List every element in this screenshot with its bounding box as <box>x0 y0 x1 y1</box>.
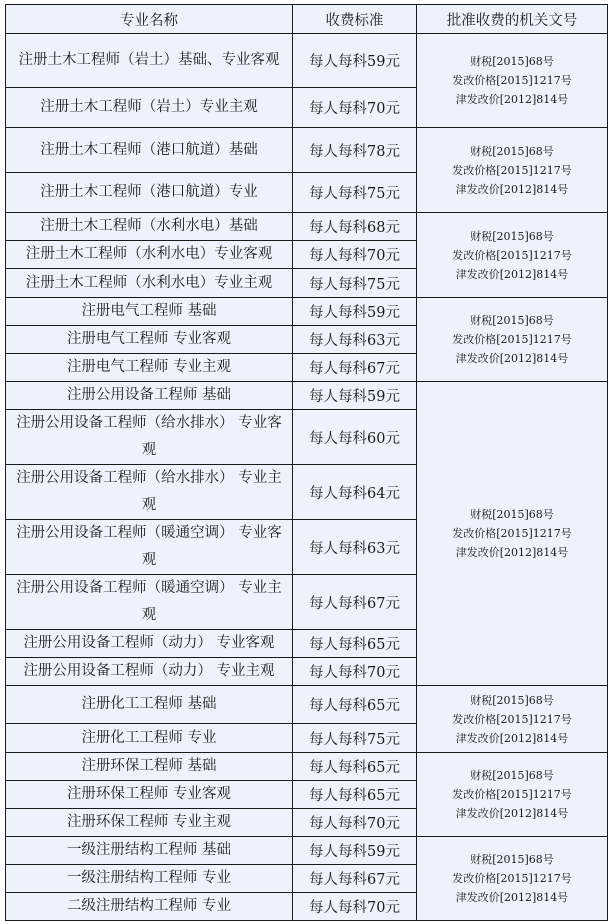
document-number: 财税[2015]68号 <box>470 769 554 782</box>
fee-cell: 每人每科70元 <box>293 241 417 269</box>
table-row <box>6 34 608 88</box>
specialty-name-cell: 注册公用设备工程师（动力） 专业客观 <box>6 630 293 658</box>
specialty-name-cell: 注册化工工程师 基础 <box>6 686 293 724</box>
fee-cell: 每人每科60元 <box>293 410 417 465</box>
approval-document-cell <box>417 34 608 128</box>
fee-cell: 每人每科67元 <box>293 865 417 893</box>
document-number: 发改价格[2015]1217号 <box>452 333 572 346</box>
specialty-name-cell: 注册土木工程师（水利水电）基础 <box>6 213 293 241</box>
fee-cell: 每人每科59元 <box>293 382 417 410</box>
specialty-name-cell: 注册土木工程师（水利水电）专业客观 <box>6 241 293 269</box>
table-row <box>6 686 608 724</box>
specialty-name-cell: 注册公用设备工程师（暖通空调） 专业客观 <box>6 520 293 575</box>
table-row <box>6 753 608 781</box>
document-number: 发改价格[2015]1217号 <box>452 712 572 726</box>
approval-document-cell <box>417 753 608 837</box>
document-number: 发改价格[2015]1217号 <box>452 74 572 87</box>
document-number: 财税[2015]68号 <box>470 229 554 243</box>
table-row <box>6 213 608 241</box>
document-number: 财税[2015]68号 <box>470 853 554 866</box>
document-number: 津发改价[2012]814号 <box>455 182 569 196</box>
specialty-name-cell: 注册环保工程师 专业主观 <box>6 809 293 837</box>
specialty-name-cell: 注册土木工程师（港口航道）专业 <box>6 173 293 213</box>
document-number: 财税[2015]68号 <box>470 55 554 68</box>
fee-cell: 每人每科75元 <box>293 269 417 298</box>
specialty-name-cell: 注册公用设备工程师 基础 <box>6 382 293 410</box>
specialty-name-cell: 注册土木工程师（岩土）专业主观 <box>6 88 293 128</box>
fee-cell: 每人每科59元 <box>293 298 417 326</box>
specialty-name-cell: 二级注册结构工程师 专业 <box>6 893 293 921</box>
document-number: 津发改价[2012]814号 <box>455 807 569 820</box>
specialty-name-cell: 注册电气工程师 专业主观 <box>6 354 293 382</box>
document-number: 发改价格[2015]1217号 <box>452 788 572 801</box>
table-row <box>6 837 608 865</box>
approval-document-cell <box>417 382 608 686</box>
fee-cell: 每人每科68元 <box>293 213 417 241</box>
specialty-name-cell: 注册化工工程师 专业 <box>6 724 293 753</box>
fee-cell: 每人每科64元 <box>293 465 417 520</box>
header-fee-standard: 收费标准 <box>293 5 417 34</box>
fee-cell: 每人每科78元 <box>293 128 417 173</box>
specialty-name-cell: 注册公用设备工程师（给水排水） 专业主观 <box>6 465 293 520</box>
document-number: 财税[2015]68号 <box>470 508 554 521</box>
document-number: 发改价格[2015]1217号 <box>452 527 572 540</box>
table-row <box>6 382 608 410</box>
document-number: 发改价格[2015]1217号 <box>452 872 572 885</box>
document-number: 津发改价[2012]814号 <box>455 546 569 559</box>
fee-cell: 每人每科65元 <box>293 753 417 781</box>
fee-cell: 每人每科63元 <box>293 520 417 575</box>
table-body <box>6 34 608 921</box>
table-row <box>6 298 608 326</box>
fee-cell: 每人每科59元 <box>293 34 417 88</box>
specialty-name-cell: 一级注册结构工程师 基础 <box>6 837 293 865</box>
specialty-name-cell: 注册电气工程师 基础 <box>6 298 293 326</box>
fee-cell: 每人每科70元 <box>293 658 417 686</box>
approval-document-cell <box>417 298 608 382</box>
fee-cell: 每人每科65元 <box>293 686 417 724</box>
document-number: 津发改价[2012]814号 <box>455 352 569 365</box>
specialty-name-cell: 注册环保工程师 专业客观 <box>6 781 293 809</box>
document-number: 津发改价[2012]814号 <box>455 891 569 904</box>
header-specialty-name: 专业名称 <box>6 5 293 34</box>
exam-fee-table <box>5 4 608 921</box>
document-number: 财税[2015]68号 <box>470 693 554 707</box>
table-header-row <box>6 5 608 34</box>
fee-cell: 每人每科67元 <box>293 354 417 382</box>
specialty-name-cell: 注册土木工程师（港口航道）基础 <box>6 128 293 173</box>
fee-cell: 每人每科70元 <box>293 88 417 128</box>
document-number: 津发改价[2012]814号 <box>455 731 569 745</box>
approval-document-cell <box>417 837 608 921</box>
specialty-name-cell: 注册公用设备工程师（动力） 专业主观 <box>6 658 293 686</box>
specialty-name-cell: 注册公用设备工程师（给水排水） 专业客观 <box>6 410 293 465</box>
document-number: 发改价格[2015]1217号 <box>452 248 572 262</box>
fee-cell: 每人每科63元 <box>293 326 417 354</box>
approval-document-cell <box>417 128 608 213</box>
specialty-name-cell: 注册电气工程师 专业客观 <box>6 326 293 354</box>
fee-cell: 每人每科75元 <box>293 724 417 753</box>
fee-cell: 每人每科65元 <box>293 781 417 809</box>
document-number: 发改价格[2015]1217号 <box>452 163 572 177</box>
specialty-name-cell: 注册公用设备工程师（暖通空调） 专业主观 <box>6 575 293 630</box>
fee-cell: 每人每科75元 <box>293 173 417 213</box>
table-row <box>6 128 608 173</box>
header-approval-document: 批准收费的机关文号 <box>417 5 608 34</box>
fee-cell: 每人每科70元 <box>293 893 417 921</box>
fee-cell: 每人每科65元 <box>293 630 417 658</box>
document-number: 财税[2015]68号 <box>470 314 554 327</box>
approval-document-cell <box>417 686 608 753</box>
document-number: 津发改价[2012]814号 <box>455 267 569 281</box>
fee-cell: 每人每科70元 <box>293 809 417 837</box>
fee-cell: 每人每科59元 <box>293 837 417 865</box>
specialty-name-cell: 注册土木工程师（岩土）基础、专业客观 <box>6 34 293 88</box>
document-number: 财税[2015]68号 <box>470 144 554 158</box>
document-number: 津发改价[2012]814号 <box>455 93 569 106</box>
approval-document-cell <box>417 213 608 298</box>
fee-cell: 每人每科67元 <box>293 575 417 630</box>
specialty-name-cell: 注册土木工程师（水利水电）专业主观 <box>6 269 293 298</box>
specialty-name-cell: 注册环保工程师 基础 <box>6 753 293 781</box>
specialty-name-cell: 一级注册结构工程师 专业 <box>6 865 293 893</box>
